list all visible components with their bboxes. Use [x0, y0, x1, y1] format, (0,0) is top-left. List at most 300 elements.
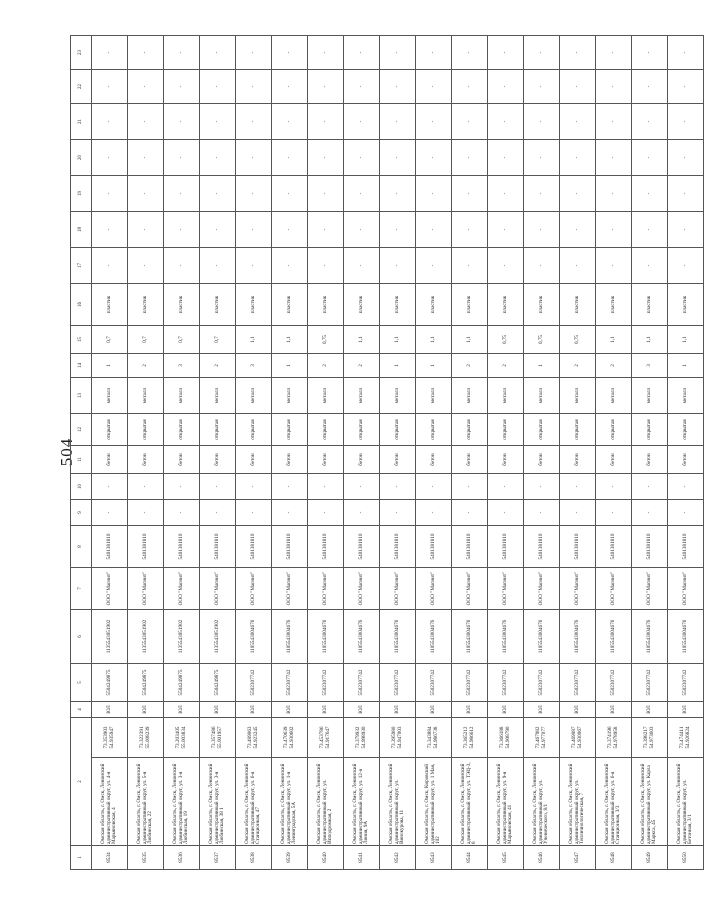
table-cell: 3: [236, 354, 272, 378]
table-cell: -: [632, 104, 668, 140]
rotated-table-container: [70, 40, 694, 870]
table-cell: ООО "Магнит": [632, 568, 668, 610]
table-cell: открытая: [236, 414, 272, 446]
table-cell: 1,1: [416, 326, 452, 354]
table-cell: 1: [272, 354, 308, 378]
table-row: [452, 36, 488, 870]
table-cell: металл: [416, 378, 452, 414]
table-cell: -: [452, 36, 488, 70]
table-cell: 1,1: [452, 326, 488, 354]
table-cell: -: [272, 36, 308, 70]
table-cell: Омская область, г. Омск, Ленинский административный округ, ул. 1-я Ленинградская, 5А: [272, 758, 308, 846]
table-cell: -: [380, 140, 416, 176]
table-cell: 1105543004676: [272, 610, 308, 664]
table-cell: Омская область, г. Омск, Ленинский административный округ, ул. ТЭЦ-3, 8: [452, 758, 488, 846]
table-cell: ООО "Магнит": [200, 568, 236, 610]
table-cell: 5401381810: [668, 526, 704, 568]
table-cell: -: [524, 474, 560, 500]
table-cell: -: [488, 36, 524, 70]
table-row: [92, 36, 128, 870]
table-cell: 5504249875: [164, 664, 200, 702]
table-cell: пластик: [452, 284, 488, 326]
table-cell: 73.374196 54.978958: [596, 718, 632, 758]
table-cell: 0,75: [560, 326, 596, 354]
table-cell: металл: [236, 378, 272, 414]
table-cell: -: [668, 212, 704, 248]
table-cell: 2: [596, 354, 632, 378]
table-cell: 1135543051902: [200, 610, 236, 664]
table-cell: 73.366188 54.908790: [488, 718, 524, 758]
table-cell: 8539: [272, 846, 308, 870]
table-cell: ЮЛ: [416, 702, 452, 718]
table-cell: 5401381810: [524, 526, 560, 568]
table-cell: Омская область, г. Омск, Ленинский административный округ, ул. Карла Маркса, 45: [632, 758, 668, 846]
table-cell: 1,1: [668, 326, 704, 354]
table-cell: ЮЛ: [308, 702, 344, 718]
table-cell: -: [452, 104, 488, 140]
table-cell: ЮЛ: [488, 702, 524, 718]
table-cell: -: [488, 212, 524, 248]
table-cell: 5504249875: [128, 664, 164, 702]
table-cell: -: [416, 140, 452, 176]
column-header: 13: [71, 378, 92, 414]
table-cell: бетон: [452, 446, 488, 474]
table-cell: -: [200, 248, 236, 284]
table-cell: -: [92, 212, 128, 248]
table-cell: открытая: [560, 414, 596, 446]
table-cell: 8536: [164, 846, 200, 870]
table-cell: 2: [560, 354, 596, 378]
table-cell: -: [308, 500, 344, 526]
table-cell: -: [308, 212, 344, 248]
table-row: [596, 36, 632, 870]
table-cell: открытая: [92, 414, 128, 446]
table-cell: Омская область, г. Омск, Ленинский административный округ, ул. Бетонная, 3/1: [668, 758, 704, 846]
table-cell: -: [272, 248, 308, 284]
table-cell: -: [92, 248, 128, 284]
table-cell: 5401381810: [416, 526, 452, 568]
table-cell: ЮЛ: [668, 702, 704, 718]
table-cell: 5504249875: [92, 664, 128, 702]
table-cell: -: [416, 248, 452, 284]
table-cell: металл: [128, 378, 164, 414]
table-cell: -: [92, 474, 128, 500]
table-cell: 1: [416, 354, 452, 378]
table-cell: 73.395980 54.947003: [380, 718, 416, 758]
table-cell: бетон: [488, 446, 524, 474]
table-cell: -: [164, 474, 200, 500]
table-cell: 73.489063 54.923245: [236, 718, 272, 758]
table-cell: -: [452, 212, 488, 248]
table-cell: -: [380, 212, 416, 248]
table-cell: 5502307742: [416, 664, 452, 702]
table-cell: открытая: [272, 414, 308, 446]
table-cell: -: [236, 176, 272, 212]
column-header: 23: [71, 36, 92, 70]
table-cell: 8545: [488, 846, 524, 870]
table-cell: -: [164, 248, 200, 284]
table-cell: -: [200, 36, 236, 70]
table-cell: 1105543004676: [380, 610, 416, 664]
table-cell: открытая: [488, 414, 524, 446]
table-cell: 0,7: [92, 326, 128, 354]
table-cell: ЮЛ: [272, 702, 308, 718]
table-cell: 1105543004676: [236, 610, 272, 664]
table-cell: -: [524, 104, 560, 140]
column-header: 7: [71, 568, 92, 610]
table-cell: -: [668, 176, 704, 212]
table-cell: -: [632, 70, 668, 104]
table-cell: -: [668, 474, 704, 500]
table-cell: металл: [632, 378, 668, 414]
table-cell: 8542: [380, 846, 416, 870]
table-cell: -: [128, 500, 164, 526]
table-cell: -: [668, 140, 704, 176]
table-cell: 5502307742: [344, 664, 380, 702]
table-cell: 5401381810: [272, 526, 308, 568]
table-cell: Омская область, г. Омск, Ленинский административный округ, ул. Винокурова, 11: [380, 758, 416, 846]
table-row: [668, 36, 704, 870]
table-cell: -: [128, 104, 164, 140]
column-header: 14: [71, 354, 92, 378]
table-cell: -: [272, 104, 308, 140]
table-cell: -: [596, 500, 632, 526]
table-cell: -: [200, 212, 236, 248]
table-cell: -: [668, 36, 704, 70]
table-cell: 5502307742: [488, 664, 524, 702]
table-cell: 2: [452, 354, 488, 378]
table-cell: 73.379932 54.998930: [344, 718, 380, 758]
table-cell: ЮЛ: [344, 702, 380, 718]
table-cell: 1135543051902: [92, 610, 128, 664]
table-cell: 1105543004676: [668, 610, 704, 664]
table-cell: 73.357486 55.001957: [200, 718, 236, 758]
table-cell: Омская область, г. Омск, Кировский административный округ, ул. 1 Мая, 102: [416, 758, 452, 846]
column-header: 16: [71, 284, 92, 326]
table-cell: -: [560, 70, 596, 104]
table-cell: Омская область, г. Омск, Ленинский административный округ, ул. 9-я Марьяновская, 41: [488, 758, 524, 846]
table-cell: металл: [308, 378, 344, 414]
table-cell: ООО "Магнит": [416, 568, 452, 610]
table-cell: 8546: [524, 846, 560, 870]
table-cell: ООО "Магнит": [524, 568, 560, 610]
table-cell: бетон: [596, 446, 632, 474]
table-cell: 8544: [452, 846, 488, 870]
table-cell: 5502307742: [452, 664, 488, 702]
table-cell: 1135543051902: [164, 610, 200, 664]
table-cell: Омская область, г. Омск, Ленинский административный округ, ул. 3-я Любинская, 38 1: [200, 758, 236, 846]
table-cell: -: [560, 500, 596, 526]
column-header: 8: [71, 526, 92, 568]
table-cell: 5502307742: [308, 664, 344, 702]
table-cell: -: [452, 140, 488, 176]
table-cell: 1,1: [380, 326, 416, 354]
table-cell: 0,7: [128, 326, 164, 354]
table-cell: пластик: [488, 284, 524, 326]
column-header: 6: [71, 610, 92, 664]
table-cell: -: [560, 474, 596, 500]
table-cell: -: [200, 140, 236, 176]
table-row: [524, 36, 560, 870]
table-cell: ЮЛ: [92, 702, 128, 718]
table-cell: 73.453786 54.917647: [308, 718, 344, 758]
table-cell: ЮЛ: [200, 702, 236, 718]
table-cell: -: [488, 70, 524, 104]
table-cell: -: [416, 104, 452, 140]
table-cell: 5401381810: [200, 526, 236, 568]
table-cell: 1105543004676: [632, 610, 668, 664]
table-cell: 8540: [308, 846, 344, 870]
table-cell: -: [236, 500, 272, 526]
table-cell: 73.398217 54.973603: [632, 718, 668, 758]
table-cell: 1105543004676: [524, 610, 560, 664]
table-cell: металл: [596, 378, 632, 414]
table-cell: ЮЛ: [632, 702, 668, 718]
table-cell: -: [272, 176, 308, 212]
header-row: [71, 36, 92, 870]
table-cell: открытая: [524, 414, 560, 446]
table-cell: 8535: [128, 846, 164, 870]
table-cell: 5401381810: [560, 526, 596, 568]
table-cell: -: [380, 70, 416, 104]
column-header: 5: [71, 664, 92, 702]
table-row: [272, 36, 308, 870]
table-cell: -: [488, 140, 524, 176]
table-cell: ЮЛ: [164, 702, 200, 718]
table-cell: открытая: [200, 414, 236, 446]
table-cell: -: [524, 70, 560, 104]
table-cell: металл: [380, 378, 416, 414]
table-cell: металл: [200, 378, 236, 414]
table-cell: 5401381810: [632, 526, 668, 568]
table-cell: -: [488, 500, 524, 526]
table-cell: -: [308, 474, 344, 500]
table-cell: -: [596, 140, 632, 176]
table-cell: -: [92, 36, 128, 70]
table-cell: -: [524, 36, 560, 70]
table-cell: открытая: [668, 414, 704, 446]
table-cell: 1: [524, 354, 560, 378]
table-cell: 5502307742: [380, 664, 416, 702]
table-cell: 1: [380, 354, 416, 378]
table-cell: пластик: [380, 284, 416, 326]
table-cell: -: [560, 104, 596, 140]
table-cell: -: [272, 70, 308, 104]
table-cell: -: [128, 70, 164, 104]
table-cell: -: [200, 70, 236, 104]
table-cell: -: [200, 176, 236, 212]
table-cell: -: [344, 70, 380, 104]
table-cell: пластик: [524, 284, 560, 326]
table-cell: -: [668, 104, 704, 140]
table-cell: 73.467982 54.977077: [524, 718, 560, 758]
table-cell: -: [632, 500, 668, 526]
table-cell: 3: [164, 354, 200, 378]
table-row: [488, 36, 524, 870]
table-cell: -: [236, 474, 272, 500]
table-cell: Омская область, г. Омск, Ленинский административный округ, ул. 5-я Любинская, 22: [128, 758, 164, 846]
table-cell: -: [416, 212, 452, 248]
table-cell: -: [488, 474, 524, 500]
table-cell: -: [632, 212, 668, 248]
table-cell: 5401381810: [236, 526, 272, 568]
table-row: [380, 36, 416, 870]
table-cell: ООО "Магнит": [344, 568, 380, 610]
table-cell: -: [380, 36, 416, 70]
table-cell: ЮЛ: [596, 702, 632, 718]
table-cell: -: [272, 212, 308, 248]
column-header: 9: [71, 500, 92, 526]
table-cell: Омская область, г. Омск, Ленинский административный округ, ул. Ипподромная, 2: [308, 758, 344, 846]
table-cell: -: [236, 140, 272, 176]
table-cell: 0,75: [488, 326, 524, 354]
table-cell: открытая: [596, 414, 632, 446]
table-cell: -: [92, 104, 128, 140]
table-cell: -: [416, 500, 452, 526]
table-cell: 2: [128, 354, 164, 378]
table-cell: -: [632, 36, 668, 70]
table-cell: открытая: [308, 414, 344, 446]
table-cell: 8537: [200, 846, 236, 870]
table-cell: 5502307742: [668, 664, 704, 702]
table-cell: -: [524, 500, 560, 526]
table-cell: металл: [272, 378, 308, 414]
table-cell: ООО "Магнит": [128, 568, 164, 610]
table-cell: -: [596, 36, 632, 70]
table-cell: пластик: [632, 284, 668, 326]
column-header: 17: [71, 248, 92, 284]
table-cell: -: [164, 140, 200, 176]
table-cell: -: [524, 140, 560, 176]
table-cell: 73.353903 54.935947: [92, 718, 128, 758]
table-cell: ООО "Магнит": [92, 568, 128, 610]
table-cell: 5401381810: [308, 526, 344, 568]
table-cell: 5401381810: [344, 526, 380, 568]
table-cell: металл: [344, 378, 380, 414]
table-cell: -: [380, 248, 416, 284]
table-cell: ЮЛ: [452, 702, 488, 718]
table-row: [128, 36, 164, 870]
table-cell: 1105543004676: [488, 610, 524, 664]
table-cell: 73.203405 55.003834: [164, 718, 200, 758]
table-cell: 0,7: [164, 326, 200, 354]
table-cell: ЮЛ: [560, 702, 596, 718]
table-cell: -: [92, 140, 128, 176]
table-cell: -: [164, 212, 200, 248]
table-cell: металл: [668, 378, 704, 414]
table-cell: 5401381810: [164, 526, 200, 568]
table-cell: бетон: [272, 446, 308, 474]
table-cell: -: [164, 70, 200, 104]
table-cell: 0,7: [200, 326, 236, 354]
table-cell: 5401381810: [92, 526, 128, 568]
table-cell: -: [344, 176, 380, 212]
table-cell: -: [344, 248, 380, 284]
table-cell: 2: [200, 354, 236, 378]
table-cell: пластик: [344, 284, 380, 326]
table-cell: -: [416, 36, 452, 70]
table-row: [200, 36, 236, 870]
table-cell: Омская область, г. Омск, Ленинский административный округ, ул. 4-я Марьяновская, 4: [92, 758, 128, 846]
table-cell: -: [560, 36, 596, 70]
table-cell: -: [596, 212, 632, 248]
table-cell: -: [272, 140, 308, 176]
table-cell: -: [380, 176, 416, 212]
table-cell: 1: [92, 354, 128, 378]
table-cell: -: [164, 104, 200, 140]
table-cell: -: [596, 474, 632, 500]
table-cell: -: [632, 474, 668, 500]
table-cell: пластик: [92, 284, 128, 326]
table-cell: бетон: [236, 446, 272, 474]
table-cell: -: [164, 36, 200, 70]
table-cell: 73.469087 54.930067: [560, 718, 596, 758]
table-cell: ООО "Магнит": [380, 568, 416, 610]
table-cell: ООО "Магнит": [668, 568, 704, 610]
table-cell: -: [128, 474, 164, 500]
table-cell: бетон: [668, 446, 704, 474]
table-cell: -: [524, 212, 560, 248]
table-cell: ООО "Магнит": [272, 568, 308, 610]
column-header: 15: [71, 326, 92, 354]
table-cell: 2: [308, 354, 344, 378]
table-cell: 5502307742: [596, 664, 632, 702]
table-cell: бетон: [380, 446, 416, 474]
table-cell: ООО "Магнит": [560, 568, 596, 610]
table-cell: пластик: [200, 284, 236, 326]
table-cell: Омская область, г. Омск, Ленинский административный округ, ул. 3-я Любинская, 19: [164, 758, 200, 846]
table-cell: -: [128, 176, 164, 212]
table-cell: -: [236, 104, 272, 140]
table-cell: -: [236, 212, 272, 248]
table-cell: -: [596, 104, 632, 140]
table-cell: 1,1: [632, 326, 668, 354]
table-cell: -: [344, 212, 380, 248]
column-header: 2: [71, 718, 92, 846]
table-cell: ООО "Магнит": [452, 568, 488, 610]
table-cell: -: [308, 248, 344, 284]
table-cell: 5504249875: [200, 664, 236, 702]
table-cell: 73.474411 54.926824: [668, 718, 704, 758]
table-cell: бетон: [128, 446, 164, 474]
table-cell: -: [128, 36, 164, 70]
table-cell: 1105543004676: [344, 610, 380, 664]
table-cell: бетон: [632, 446, 668, 474]
table-cell: пластик: [416, 284, 452, 326]
table-cell: -: [452, 500, 488, 526]
table-cell: ЮЛ: [380, 702, 416, 718]
table-cell: бетон: [560, 446, 596, 474]
table-cell: открытая: [632, 414, 668, 446]
table-cell: -: [344, 36, 380, 70]
table-cell: ООО "Магнит": [596, 568, 632, 610]
table-cell: 1,1: [236, 326, 272, 354]
column-header: 19: [71, 176, 92, 212]
table-cell: 1: [668, 354, 704, 378]
table-cell: ЮЛ: [524, 702, 560, 718]
table-cell: 2: [488, 354, 524, 378]
table-cell: открытая: [128, 414, 164, 446]
registry-table: [70, 35, 704, 870]
table-cell: 8550: [668, 846, 704, 870]
table-cell: 8548: [596, 846, 632, 870]
table-cell: бетон: [308, 446, 344, 474]
table-cell: -: [380, 104, 416, 140]
table-cell: 0,75: [308, 326, 344, 354]
table-row: [236, 36, 272, 870]
table-cell: пластик: [560, 284, 596, 326]
table-cell: 5502307742: [236, 664, 272, 702]
